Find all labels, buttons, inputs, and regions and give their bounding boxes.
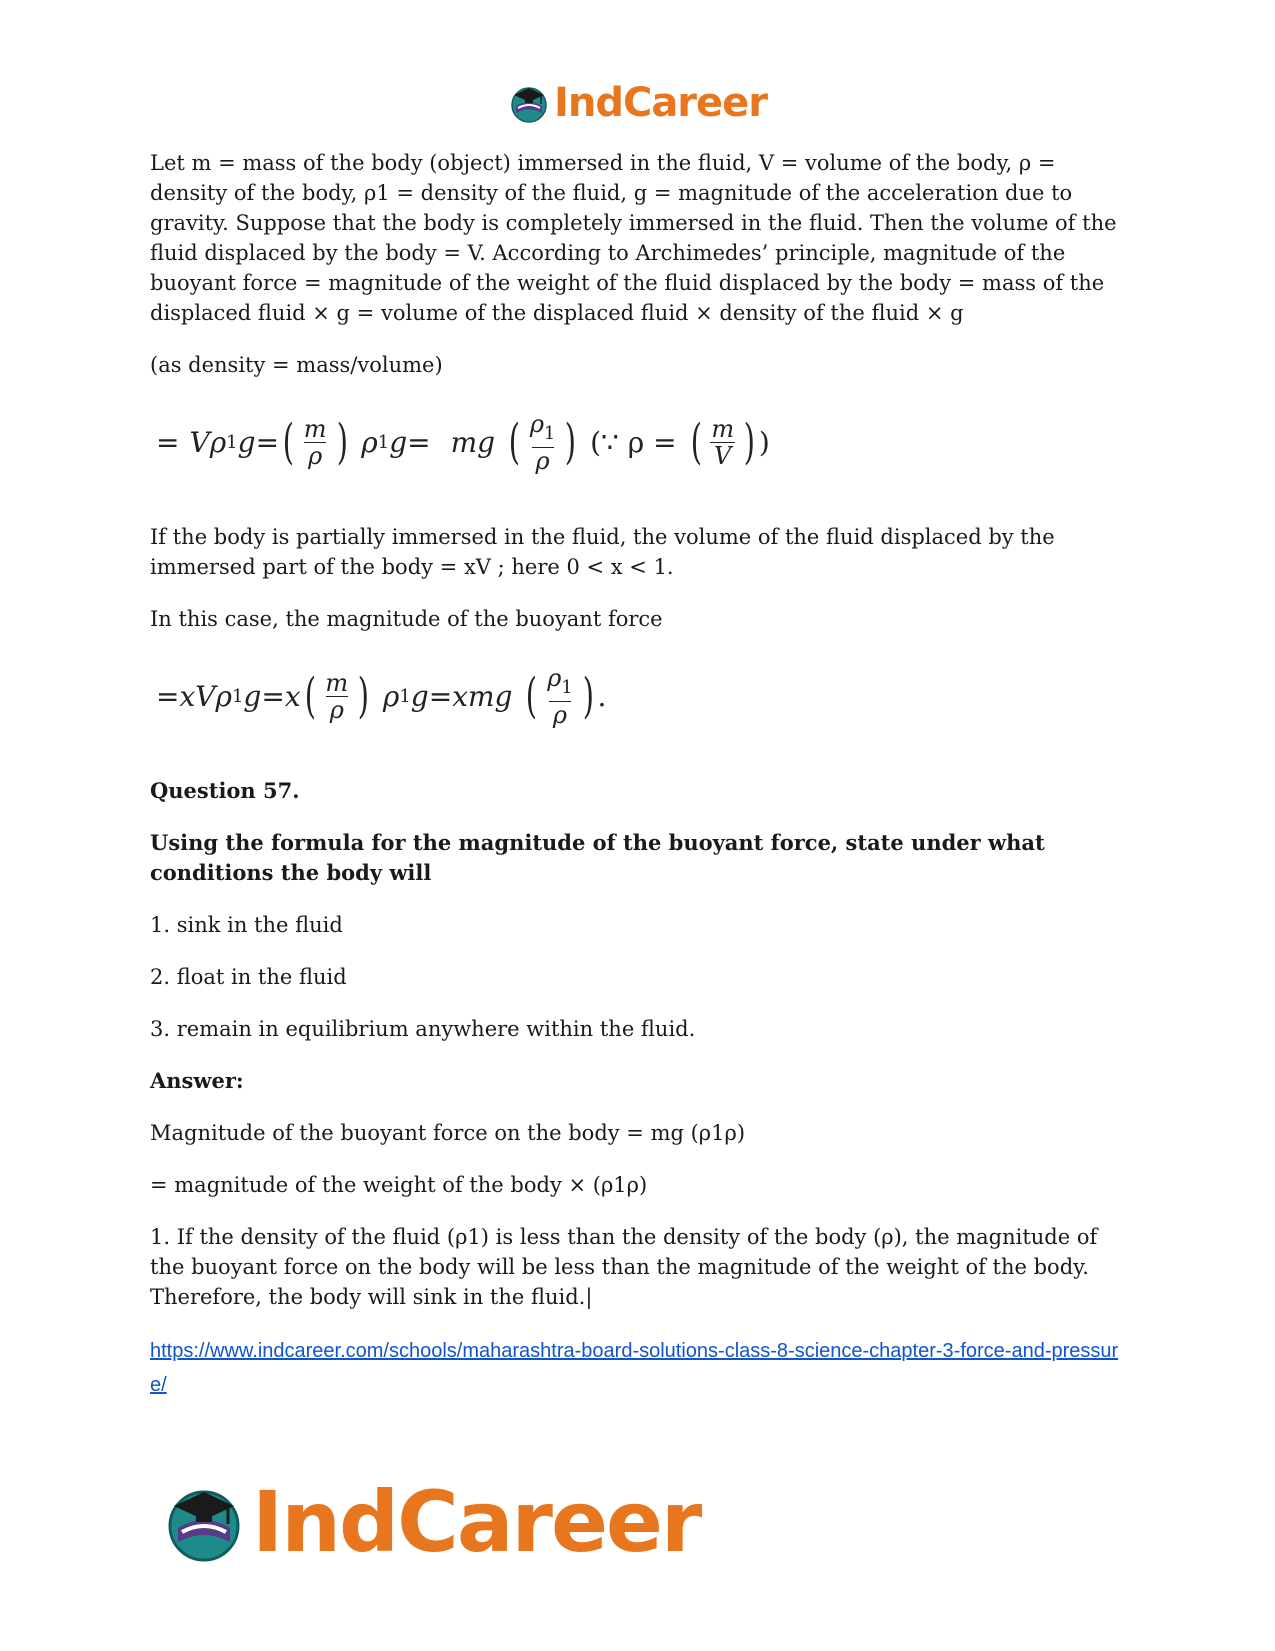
eq1-rho: ρ xyxy=(209,425,227,459)
graduation-cap-globe-icon xyxy=(162,1480,246,1564)
paragraph-density-note: (as density = mass/volume) xyxy=(150,353,443,377)
graduation-cap-globe-icon xyxy=(508,82,550,124)
footer-logo xyxy=(162,1473,701,1571)
eq1-fraction-rho1-rho: $\frac{\rho_1}{\rho}$ xyxy=(529,409,556,475)
answer-label: Answer: xyxy=(150,1068,244,1093)
paragraph-definitions: Let m = mass of the body (object) immersed in the fluid, V = volume of the body, ρ = density of the body, ρ1 = density of the fluid, g = magnitude of the acceleration due to gravity. Suppose that the body is completely immersed in the fluid. Then the volume of the fluid displaced by the body = V. According to Archimedes’ principle, magnitude of the buoyant force = magnitude of the weight of the fluid displaced by the body = mass of the displaced fluid × g = volume of the displaced fluid × density of the fluid × g xyxy=(150,151,1117,325)
eq2-equals: = xyxy=(156,679,180,713)
eq2-equals-3: = xyxy=(428,679,453,713)
paragraph-partial-immersion: If the body is partially immersed in the fluid, the volume of the fluid displaced by the immersed part of the body = xV ; here 0 < x < 1. xyxy=(150,525,1055,579)
answer-line: = magnitude of the weight of the body × (ρ1ρ) xyxy=(150,1173,648,1197)
eq2-sub: 1 xyxy=(231,685,244,707)
eq1-sub: 1 xyxy=(226,431,238,453)
eq2-v: V xyxy=(195,679,216,713)
answer-line: Magnitude of the buoyant force on the body = mg (ρ1ρ) xyxy=(150,1121,746,1145)
eq1-v: V xyxy=(189,425,210,459)
equation-partial-immersion: = x V ρ 1 g = x ( $\frac{m}{\rho}$ ) ρ 1 g = xmg ( $\frac{\rho_1}{\rho}$ ) . xyxy=(156,663,607,729)
eq2-sub-2: 1 xyxy=(399,685,411,707)
eq2-rho: ρ xyxy=(215,679,232,713)
question-item: 3. remain in equilibrium anywhere within the fluid. xyxy=(150,1017,696,1041)
eq1-equals: = xyxy=(156,425,180,459)
main-content xyxy=(150,148,1130,1402)
eq2-period: . xyxy=(597,679,607,713)
eq2-equals-2: = xyxy=(261,679,285,713)
eq1-g: g xyxy=(237,425,256,459)
paragraph-buoyant-case: In this case, the magnitude of the buoyant force xyxy=(150,607,663,631)
eq2-x-2: x xyxy=(284,679,301,713)
eq2-g-2: g xyxy=(410,679,429,713)
eq1-equals-2: = xyxy=(255,425,280,459)
source-link[interactable]: https://www.indcareer.com/schools/maharashtra-board-solutions-class-8-science-chapter-3-force-and-pressure/ xyxy=(150,1340,1119,1396)
eq2-x: x xyxy=(179,679,196,713)
question-item: 2. float in the fluid xyxy=(150,965,347,989)
eq1-close: ) xyxy=(758,425,770,459)
eq1-fraction-m-rho: $\frac{m}{\rho}$ xyxy=(303,414,327,470)
question-item: 1. sink in the fluid xyxy=(150,913,343,937)
eq2-rho-2: ρ xyxy=(382,679,400,713)
eq1-rho-2: ρ xyxy=(361,425,378,459)
eq2-g: g xyxy=(243,679,262,713)
footer-logo-text: IndCareer xyxy=(252,1473,701,1571)
eq1-equals-3: = xyxy=(407,425,431,459)
question-text: Using the formula for the magnitude of the buoyant force, state under what conditions the body will xyxy=(150,830,1045,885)
eq1-g-2: g xyxy=(389,425,408,459)
eq2-fraction-rho1-rho: $\frac{\rho_1}{\rho}$ xyxy=(547,663,573,729)
question-number: Question 57. xyxy=(150,778,300,803)
eq1-sub-2: 1 xyxy=(377,431,390,453)
eq2-fraction-m-rho: $\frac{m}{\rho}$ xyxy=(325,668,349,724)
eq2-xmg: xmg xyxy=(452,679,513,713)
answer-line: 1. If the density of the fluid (ρ1) is less than the density of the body (ρ), the magnitude of the buoyant force on the body will be less than the magnitude of the weight of the body. Therefore, the body will sink in the fluid.| xyxy=(150,1225,1098,1309)
indcareer-logo xyxy=(508,80,767,126)
logo-text: IndCareer xyxy=(553,80,768,126)
eq1-fraction-m-v: $\frac{m}{V}$ xyxy=(711,414,735,470)
equation-full-immersion: = V ρ 1 g = ( $\frac{m}{\rho}$ ) ρ 1 g = mg ( $\frac{\rho_1}{\rho}$ ) (∵ ρ = ( $\frac{m}{V}$ ) ) xyxy=(156,409,770,475)
header-logo xyxy=(0,78,1275,128)
eq1-because: (∵ ρ = xyxy=(590,425,677,459)
eq1-mg: mg xyxy=(450,425,496,459)
